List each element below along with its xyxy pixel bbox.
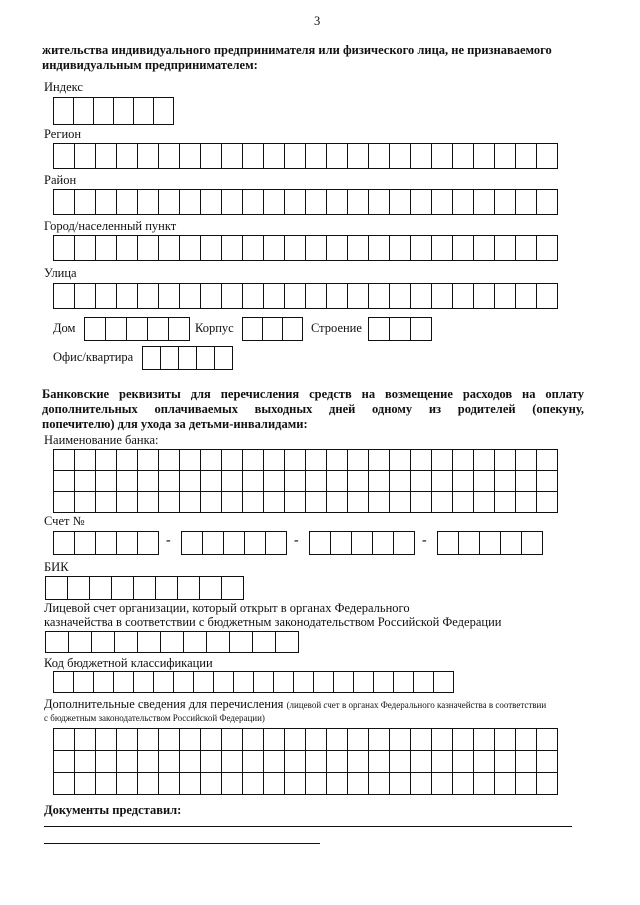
office-label: Офис/квартира	[53, 350, 134, 364]
city-label: Город/населенный пункт	[44, 219, 177, 233]
building-label: Корпус	[195, 321, 234, 335]
account-field-part3[interactable]	[309, 531, 415, 555]
kbk-label: Код бюджетной классификации	[44, 656, 213, 670]
personal-account-label-line1: Лицевой счет организации, который открыт в органах Федерального	[44, 601, 410, 615]
kbk-field[interactable]	[53, 671, 454, 693]
account-label: Счет №	[44, 514, 85, 528]
structure-field[interactable]	[368, 317, 432, 341]
street-field[interactable]	[53, 283, 558, 309]
documents-submitted-label: Документы представил:	[44, 803, 182, 817]
account-field-part1[interactable]	[53, 531, 159, 555]
account-separator-3: -	[422, 533, 427, 548]
personal-account-label-line2: казначейства в соответствии с бюджетным законодательством Российской Федерации	[44, 615, 502, 629]
building-field[interactable]	[242, 317, 303, 341]
bank-name-field[interactable]	[53, 449, 558, 513]
additional-info-label	[44, 697, 546, 712]
office-field[interactable]	[142, 346, 233, 370]
additional-info-field[interactable]	[53, 728, 558, 795]
city-field[interactable]	[53, 235, 558, 261]
street-label: Улица	[44, 266, 77, 280]
account-field-part2[interactable]	[181, 531, 287, 555]
page-number: 3	[314, 14, 321, 28]
district-label: Район	[44, 173, 77, 187]
bik-field[interactable]	[45, 576, 244, 600]
account-field-part4[interactable]	[437, 531, 543, 555]
account-separator-2: -	[294, 533, 299, 548]
additional-info-note-line1: (лицевой счет в органах Федерального казначейства в соответствии	[286, 700, 547, 710]
index-label: Индекс	[44, 80, 83, 94]
additional-info-note-line2: с бюджетным законодательством Российской Федерации)	[44, 713, 265, 723]
bank-heading-line2: дополнительных оплачиваемых выходных дней одному из родителей (опекуну,	[42, 402, 584, 416]
house-field[interactable]	[84, 317, 190, 341]
structure-label: Строение	[311, 321, 362, 335]
address-heading-line2: индивидуальным предпринимателем:	[42, 58, 258, 72]
additional-info-title: Дополнительные сведения для перечисления	[44, 697, 284, 711]
region-label: Регион	[44, 127, 82, 141]
account-separator-1: -	[166, 533, 171, 548]
personal-account-field[interactable]	[45, 631, 299, 653]
index-field[interactable]	[53, 97, 174, 125]
bik-label: БИК	[44, 560, 69, 574]
address-heading-line1: жительства индивидуального предпринимателя или физического лица, не признаваемого	[42, 43, 552, 57]
signature-line-2[interactable]	[44, 843, 320, 844]
region-field[interactable]	[53, 143, 558, 169]
house-label: Дом	[53, 321, 76, 335]
district-field[interactable]	[53, 189, 558, 215]
bank-heading-line3: попечителю) для ухода за детьми-инвалидами:	[42, 417, 308, 431]
signature-line-1[interactable]	[44, 826, 572, 827]
bank-name-label: Наименование банка:	[44, 433, 159, 447]
bank-heading-line1: Банковские реквизиты для перечисления средств на возмещение расходов на оплату	[42, 387, 584, 401]
